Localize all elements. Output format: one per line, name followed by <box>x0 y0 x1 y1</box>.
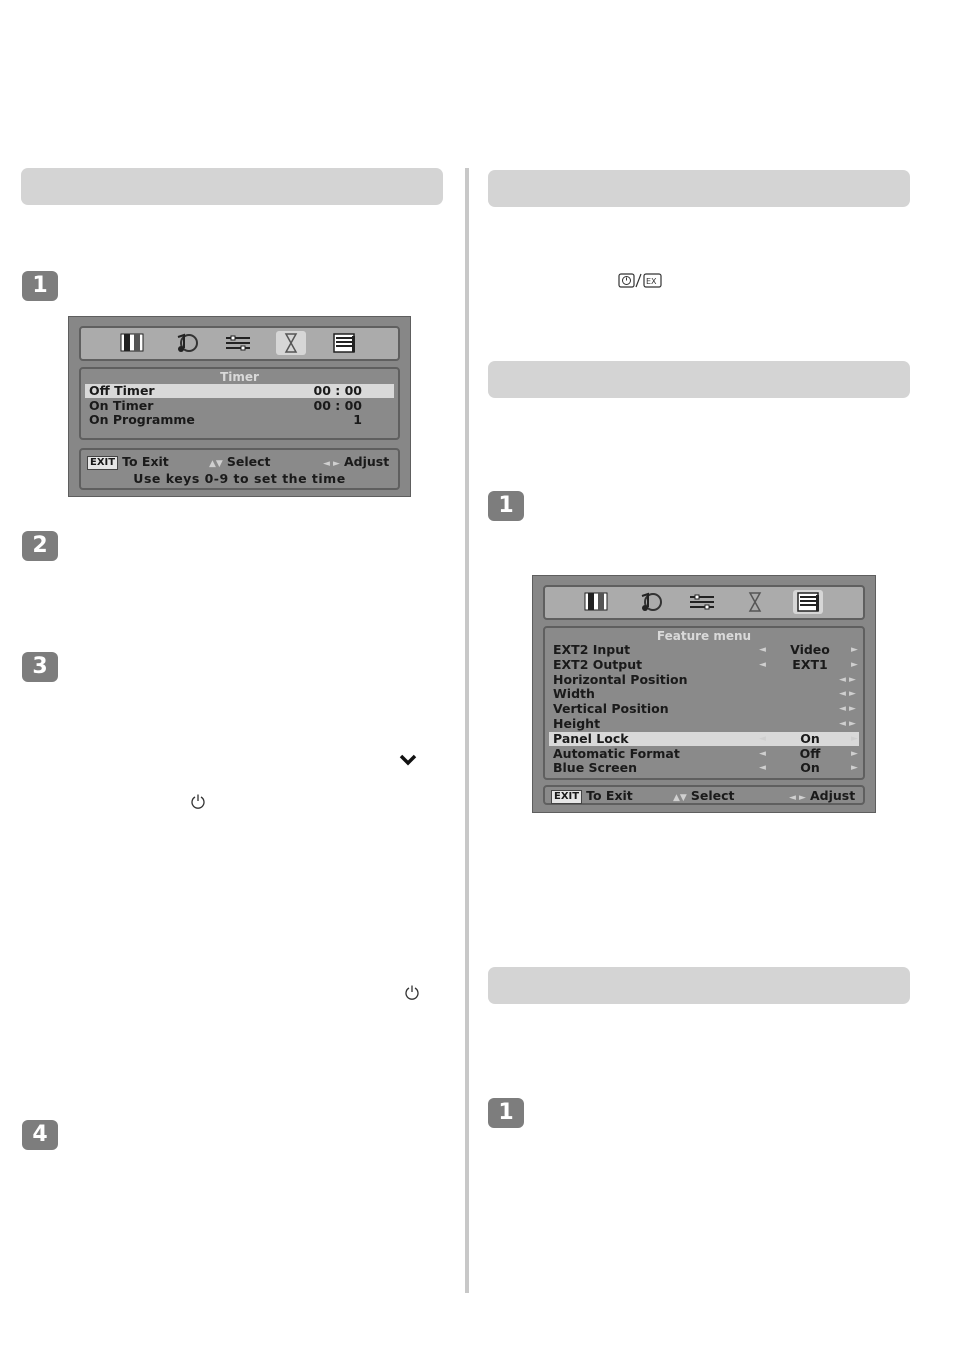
section-header-band-right-3 <box>488 967 910 1004</box>
feature-row[interactable] <box>549 643 859 657</box>
timer-title: Timer <box>220 370 259 384</box>
power-icon-2 <box>404 984 420 1004</box>
row-label: Automatic Format <box>553 745 680 761</box>
exit-key: EXIT <box>551 790 582 804</box>
step-badge-3: 3 <box>22 652 58 682</box>
row-label: Height <box>553 716 601 731</box>
right-arrow-icon[interactable]: ► <box>851 748 858 759</box>
timer-footer <box>79 448 400 490</box>
row-value: 00 : 00 <box>313 383 362 398</box>
row-label: EXT2 Output <box>553 656 643 672</box>
exit-label: To Exit <box>122 454 169 469</box>
menu-icon-bar <box>79 326 400 361</box>
step-badge-1-bluescreen: 1 <box>488 1098 524 1128</box>
picture-icon[interactable] <box>581 590 611 614</box>
row-label: On Programme <box>89 412 195 427</box>
step-badge-1: 1 <box>22 271 58 301</box>
feature-row[interactable] <box>549 658 859 672</box>
left-arrow-icon[interactable]: ◄ <box>759 659 766 670</box>
power-icon <box>190 793 206 813</box>
section-header-band-left <box>21 168 443 205</box>
feature-row[interactable] <box>549 702 859 716</box>
section-header-band-right-2 <box>488 361 910 398</box>
feature-icon[interactable] <box>793 590 823 614</box>
settings-icon[interactable] <box>687 590 717 614</box>
adjust-label: Adjust <box>343 454 390 469</box>
feature-footer <box>543 785 865 805</box>
left-arrow-icon[interactable]: ◄ <box>759 748 766 759</box>
adjust-arrows-icon[interactable]: ◄ ► <box>839 719 856 729</box>
exit-label: To Exit <box>586 788 633 803</box>
adjust-arrows-icon[interactable]: ◄ ► <box>839 689 856 700</box>
exit-key: EXIT <box>87 456 118 470</box>
row-value: EXT1 <box>792 656 828 672</box>
select-label: Select <box>226 454 271 469</box>
footer-select <box>673 788 734 803</box>
footer-adjust <box>789 788 855 803</box>
chevron-down-icon <box>398 752 418 772</box>
feature-menu <box>532 575 876 813</box>
feature-row[interactable] <box>549 747 859 761</box>
footer-select <box>209 454 270 469</box>
adjust-arrows-icon[interactable]: ◄ ► <box>839 704 856 715</box>
feature-row[interactable] <box>549 717 859 731</box>
left-arrow-icon[interactable]: ◄ <box>759 733 766 744</box>
timer-menu <box>68 316 411 497</box>
footer-adjust <box>323 454 389 469</box>
footer-exit[interactable] <box>87 454 169 470</box>
feature-row[interactable] <box>549 673 859 687</box>
settings-icon[interactable] <box>223 331 253 355</box>
sound-icon[interactable] <box>634 590 664 614</box>
select-label: Select <box>690 788 735 803</box>
row-value: On <box>800 730 820 746</box>
column-divider <box>465 168 469 1293</box>
row-label: Horizontal Position <box>553 671 688 687</box>
feature-row[interactable] <box>549 687 859 701</box>
footer-hint: Use keys 0-9 to set the time <box>133 471 346 486</box>
step-badge-4: 4 <box>22 1120 58 1150</box>
adjust-label: Adjust <box>809 788 856 803</box>
row-value: 1 <box>353 412 362 427</box>
menu-icon-bar-2 <box>543 585 865 620</box>
adjust-arrows-icon: ◄ ► <box>789 793 806 803</box>
timer-panel <box>79 367 400 440</box>
row-label: EXT2 Input <box>553 642 631 657</box>
row-value: Off <box>799 745 821 761</box>
feature-icon[interactable] <box>329 331 359 355</box>
row-label: Off Timer <box>89 383 155 398</box>
step-badge-1-feature: 1 <box>488 491 524 521</box>
row-value: 00 : 00 <box>313 397 362 413</box>
timer-row[interactable] <box>85 413 394 427</box>
right-arrow-icon[interactable]: ► <box>851 645 858 655</box>
picture-icon[interactable] <box>117 331 147 355</box>
feature-title: Feature menu <box>656 629 752 643</box>
feature-row[interactable] <box>549 761 859 775</box>
svg-text:EX: EX <box>646 277 657 286</box>
section-header-band-right-1 <box>488 170 910 207</box>
row-label: Vertical Position <box>553 701 669 717</box>
row-label: Blue Screen <box>553 760 637 776</box>
footer-exit[interactable] <box>551 788 633 804</box>
row-label: On Timer <box>89 397 154 413</box>
timer-row[interactable] <box>85 384 394 398</box>
row-label: Width <box>553 686 595 702</box>
row-value: Video <box>790 642 830 657</box>
feature-panel <box>543 626 865 780</box>
right-arrow-icon[interactable]: ► <box>851 733 858 744</box>
right-arrow-icon[interactable]: ► <box>851 763 858 774</box>
row-label: Panel Lock <box>553 730 629 746</box>
step-badge-2: 2 <box>22 531 58 561</box>
adjust-arrows-icon[interactable]: ◄ ► <box>839 674 856 685</box>
right-arrow-icon[interactable]: ► <box>851 659 858 670</box>
select-arrows-icon: ▲▼ <box>673 793 687 803</box>
left-arrow-icon[interactable]: ◄ <box>759 645 766 655</box>
timer-icon[interactable] <box>276 331 306 355</box>
timer-icon[interactable] <box>740 590 770 614</box>
left-arrow-icon[interactable]: ◄ <box>759 763 766 774</box>
remote-keys-icon <box>618 272 664 294</box>
timer-row[interactable] <box>85 399 394 413</box>
select-arrows-icon: ▲▼ <box>209 459 223 469</box>
sound-icon[interactable] <box>170 331 200 355</box>
adjust-arrows-icon: ◄ ► <box>323 459 340 469</box>
feature-row[interactable] <box>549 732 859 746</box>
row-value: On <box>800 760 820 776</box>
